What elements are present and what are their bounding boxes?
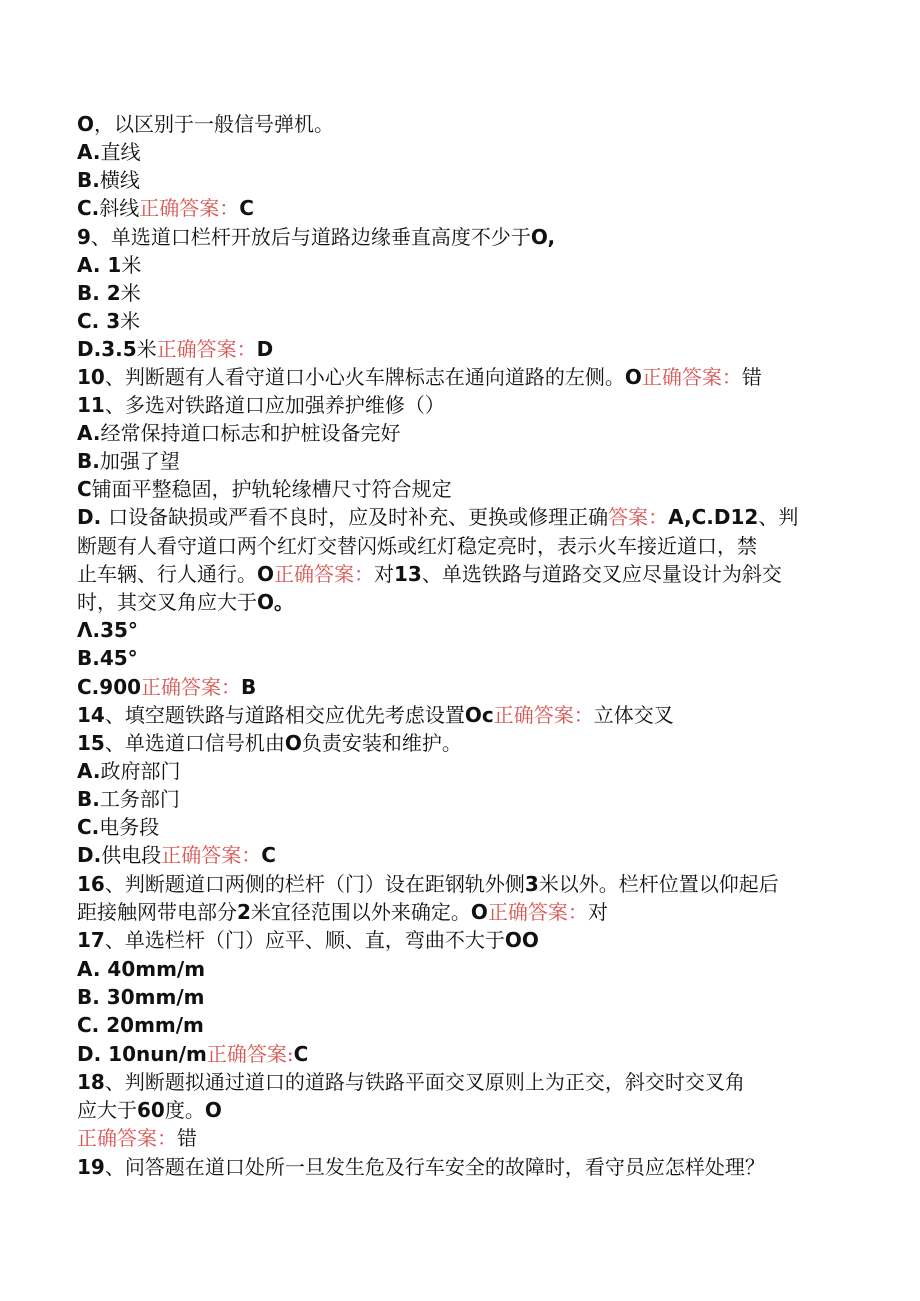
line-text: 错 xyxy=(741,365,762,389)
bold-text: A. 1 xyxy=(77,253,122,277)
text-line xyxy=(77,560,782,588)
bold-text: B xyxy=(241,675,257,699)
text-line xyxy=(77,701,674,729)
bold-text: C. xyxy=(77,196,100,220)
line-text: 、判断题拟通过道口的道路与铁路平面交叉原则上为正交，斜交时交叉角 xyxy=(104,1070,745,1094)
line-text: 负责安装和维护。 xyxy=(301,731,462,755)
bold-text: 14 xyxy=(77,703,105,727)
text-line xyxy=(77,447,180,475)
line-text: 对 xyxy=(374,562,395,586)
bold-text: 9 xyxy=(77,225,91,249)
bold-text: O xyxy=(284,731,302,755)
answer-label: 正确答案： xyxy=(156,337,257,361)
answer-label: 正确答案： xyxy=(141,675,242,699)
bold-text: C.900 xyxy=(77,675,142,699)
bold-text: D. xyxy=(77,843,102,867)
line-text: 斜线 xyxy=(99,196,140,220)
bold-text: A. xyxy=(77,140,101,164)
bold-text: 11 xyxy=(77,393,105,417)
bold-text: 15 xyxy=(77,731,105,755)
bold-text: C xyxy=(293,1042,309,1066)
bold-text: D. xyxy=(77,505,109,529)
bold-text: B.45° xyxy=(77,646,138,670)
text-line xyxy=(77,1153,765,1181)
text-line xyxy=(77,138,140,166)
text-line xyxy=(77,166,140,194)
line-text: 错 xyxy=(177,1126,197,1150)
answer-label: 正确答案： xyxy=(274,562,375,586)
text-line xyxy=(77,503,798,531)
bold-text: B. xyxy=(77,168,100,192)
text-line xyxy=(77,926,539,954)
text-line xyxy=(77,644,138,672)
text-line xyxy=(77,785,180,813)
bold-text: OO xyxy=(504,928,539,952)
text-line xyxy=(77,757,180,785)
bold-text: O xyxy=(624,365,642,389)
bold-text: 19 xyxy=(77,1155,105,1179)
answer-label: 正确答案： xyxy=(641,365,742,389)
answer-label: 正确答案： xyxy=(493,703,594,727)
line-text: 、多选对铁路道口应加强养护维修（） xyxy=(104,393,445,417)
text-line xyxy=(77,898,608,926)
line-text: 电务段 xyxy=(99,815,160,839)
line-text: 对 xyxy=(587,900,608,924)
bold-text: A,C.D12 xyxy=(668,505,759,529)
line-text: 、判断题有人看守道口小心火车牌标志在通向道路的左侧。 xyxy=(104,365,625,389)
line-text: 、判断题道口两侧的栏杆（门）设在距钢轨外侧 xyxy=(104,872,525,896)
bold-text: 3 xyxy=(524,872,539,896)
text-line xyxy=(77,391,445,419)
bold-text: C xyxy=(239,196,254,220)
text-line xyxy=(77,870,779,898)
text-line xyxy=(77,419,400,447)
text-line xyxy=(77,673,256,701)
bold-text: O xyxy=(257,562,275,586)
bold-text: Oc xyxy=(464,703,494,727)
bold-text: O xyxy=(77,112,95,136)
line-text: 立体交叉 xyxy=(593,703,674,727)
text-line xyxy=(77,223,555,251)
text-line xyxy=(77,1096,222,1124)
bold-text: O。 xyxy=(257,590,295,614)
bold-text: C xyxy=(77,477,92,501)
text-line xyxy=(77,729,462,757)
answer-label: 答案： xyxy=(608,505,669,529)
bold-text: 60 xyxy=(137,1098,165,1122)
line-text: 、单选道口信号机由 xyxy=(104,731,285,755)
bold-text: O xyxy=(470,900,488,924)
line-text: 距接触网带电部分 xyxy=(77,900,237,924)
bold-text: B. xyxy=(77,449,100,473)
text-line xyxy=(77,110,334,138)
line-text: 、单选栏杆（门）应平、顺、直，弯曲不大于 xyxy=(104,928,505,952)
line-text: 口设备缺损或严看不良时，应及时补充、更换或修理正确 xyxy=(108,505,609,529)
bold-text: 2 xyxy=(237,900,251,924)
bold-text: A. xyxy=(77,421,101,445)
line-text: 度。 xyxy=(164,1098,205,1122)
text-line xyxy=(77,363,762,391)
line-text: 、单选铁路与道路交叉应尽量设计为斜交 xyxy=(421,562,782,586)
line-text: 供电段 xyxy=(101,843,162,867)
line-text: ，以区别于一般信号弹机。 xyxy=(94,112,335,136)
text-line xyxy=(77,475,452,503)
text-line xyxy=(77,955,205,983)
bold-text: A. 40mm/m xyxy=(77,957,206,981)
line-text: 、判 xyxy=(758,505,799,529)
line-text: 、填空题铁路与道路相交应优先考虑设置 xyxy=(104,703,465,727)
text-line xyxy=(77,194,254,222)
bold-text: D xyxy=(256,337,274,361)
bold-text: Λ.35° xyxy=(77,618,138,642)
line-text: 米 xyxy=(136,337,157,361)
bold-text: 17 xyxy=(77,928,105,952)
text-line xyxy=(77,841,276,869)
text-line xyxy=(77,532,757,560)
answer-label: 正确答案: xyxy=(206,1042,294,1066)
text-line xyxy=(77,983,204,1011)
text-line xyxy=(77,813,159,841)
text-line xyxy=(77,335,273,363)
line-text: 、问答题在道口处所一旦发生危及行车安全的故障时，看守员应怎样处理？ xyxy=(104,1155,765,1179)
line-text: 直线 xyxy=(100,140,141,164)
text-line xyxy=(77,279,141,307)
line-text: 应大于 xyxy=(77,1098,137,1122)
bold-text: O xyxy=(204,1098,222,1122)
line-text: 加强了望 xyxy=(99,449,180,473)
answer-label: 正确答案： xyxy=(139,196,240,220)
text-line xyxy=(77,307,140,335)
answer-label: 正确答案： xyxy=(487,900,588,924)
answer-label: 正确答案： xyxy=(77,1126,177,1150)
text-line xyxy=(77,1068,745,1096)
line-text: 止车辆、行人通行。 xyxy=(77,562,257,586)
line-text: 铺面平整稳固，护轨轮缘槽尺寸符合规定 xyxy=(91,477,452,501)
line-text: 时，其交叉角应大于 xyxy=(77,590,257,614)
line-text: 工务部门 xyxy=(99,787,180,811)
bold-text: 10 xyxy=(77,365,105,389)
line-text: 断题有人看守道口两个红灯交替闪烁或红灯稳定亮时，表示火车接近道口，禁 xyxy=(77,534,757,558)
bold-text: C. 20mm/m xyxy=(77,1013,204,1037)
line-text: 政府部门 xyxy=(100,759,181,783)
line-text: 米以外。栏杆位置以仰起后 xyxy=(538,872,779,896)
answer-label: 正确答案： xyxy=(161,843,262,867)
bold-text: D. 10nun/m xyxy=(77,1042,207,1066)
text-line xyxy=(77,1011,204,1039)
line-text: 米 xyxy=(121,253,142,277)
line-text: 、单选道口栏杆开放后与道路边缘垂直高度不少于 xyxy=(90,225,531,249)
text-line xyxy=(77,588,294,616)
bold-text: 18 xyxy=(77,1070,105,1094)
bold-text: C. 3 xyxy=(77,309,121,333)
bold-text: C. xyxy=(77,815,100,839)
text-line xyxy=(77,251,141,279)
line-text: 横线 xyxy=(99,168,140,192)
bold-text: B. xyxy=(77,787,100,811)
text-line xyxy=(77,1040,308,1068)
bold-text: C xyxy=(261,843,276,867)
text-line xyxy=(77,616,138,644)
line-text: 米 xyxy=(120,281,141,305)
line-text: 米宜径范围以外来确定。 xyxy=(250,900,471,924)
bold-text: 16 xyxy=(77,872,105,896)
line-text: 米 xyxy=(120,309,141,333)
bold-text: D.3.5 xyxy=(77,337,137,361)
text-line xyxy=(77,1124,197,1152)
bold-text: A. xyxy=(77,759,101,783)
bold-text: O, xyxy=(530,225,556,249)
bold-text: B. 2 xyxy=(77,281,121,305)
bold-text: B. 30mm/m xyxy=(77,985,205,1009)
bold-text: 13 xyxy=(394,562,422,586)
line-text: 经常保持道口标志和护桩设备完好 xyxy=(100,421,401,445)
